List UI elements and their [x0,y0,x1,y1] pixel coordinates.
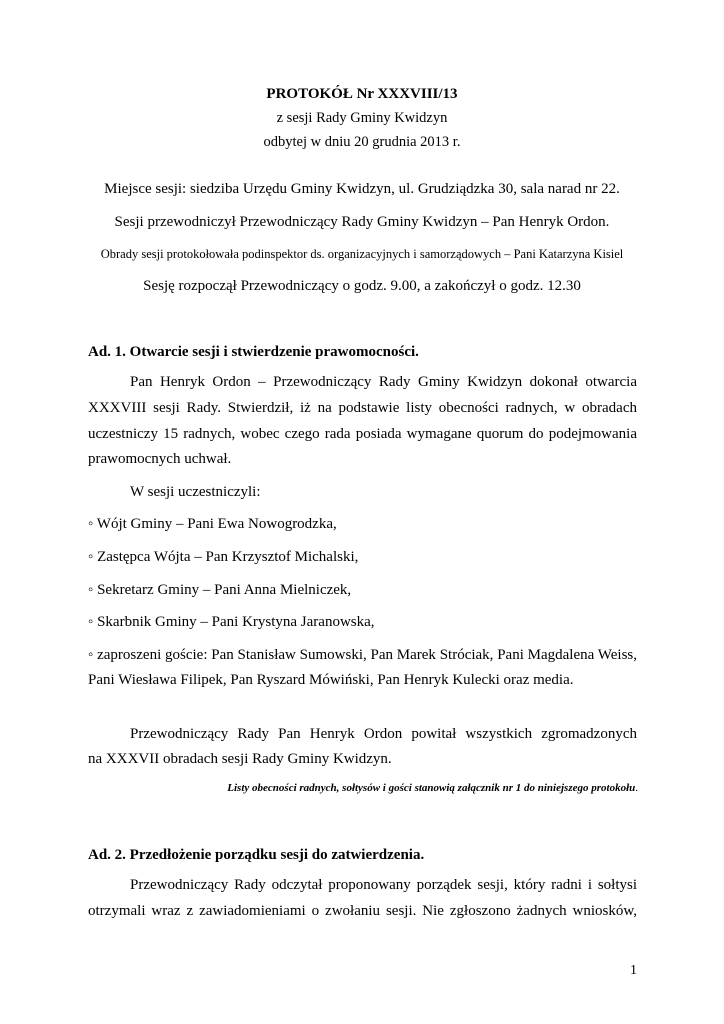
welcome-line: Przewodniczący Rady Pan Henryk Ordon powitał wszystkich zgromadzonych [130,726,637,742]
participant-item: ◦ Zastępca Wójta – Pan Krzysztof Michalski, [88,549,359,565]
attachment-note [227,782,638,794]
guests-line: Pani Wiesława Filipek, Pan Ryszard Mówiński, Pan Henryk Kulecki oraz media. [88,672,574,688]
attachment-note-text: Listy obecności radnych, sołtysów i gości stanowią załącznik nr 1 do niniejszego protokołu [227,782,636,794]
section-2-paragraph-line: otrzymali wraz z zawiadomieniami o zwołaniu sesji. Nie zgłoszono żadnych wniosków, [88,903,637,919]
page-number: 1 [630,963,637,978]
section-2-paragraph-line: Przewodniczący Rady odczytał proponowany porządek sesji, który radni i sołtysi [130,877,637,893]
section-1-paragraph-line: uczestniczy 15 radnych, wobec czego rada posiada wymagane quorum do podejmowania [88,426,637,442]
welcome-line: na XXXVII obradach sesji Rady Gminy Kwidzyn. [88,751,392,767]
section-1-paragraph-line: prawomocnych uchwał. [88,451,232,467]
document-subtitle: z sesji Rady Gminy Kwidzyn [276,110,448,126]
section-1-paragraph-line: XXXVIII sesji Rady. Stwierdził, iż na podstawie listy obecności radnych, w obradach [88,400,637,416]
session-place: Miejsce sesji: siedziba Urzędu Gminy Kwidzyn, ul. Grudziądzka 30, sala narad nr 22. [104,181,620,197]
guests-line: ◦ zaproszeni goście: Pan Stanisław Sumowski, Pan Marek Stróciak, Pani Magdalena Weiss, [88,647,637,663]
session-time: Sesję rozpoczął Przewodniczący o godz. 9.00, a zakończył o godz. 12.30 [143,278,581,294]
document-date: odbytej w dniu 20 grudnia 2013 r. [263,134,461,150]
section-1-paragraph-line: Pan Henryk Ordon – Przewodniczący Rady Gminy Kwidzyn dokonał otwarcia [130,374,637,390]
section-2-heading: Ad. 2. Przedłożenie porządku sesji do zatwierdzenia. [88,847,425,863]
participants-intro: W sesji uczestniczyli: [130,484,261,500]
section-1-heading: Ad. 1. Otwarcie sesji i stwierdzenie prawomocności. [88,344,419,360]
session-chair: Sesji przewodniczył Przewodniczący Rady Gminy Kwidzyn – Pan Henryk Ordon. [114,214,610,230]
participant-item: ◦ Wójt Gminy – Pani Ewa Nowogrodzka, [88,516,337,532]
participant-item: ◦ Sekretarz Gminy – Pani Anna Mielniczek, [88,582,352,598]
participant-item: ◦ Skarbnik Gminy – Pani Krystyna Jaranowska, [88,614,375,630]
document-title: PROTOKÓŁ Nr XXXVIII/13 [266,86,458,102]
attachment-note-period: . [635,782,638,794]
session-minutes-taker: Obrady sesji protokołowała podinspektor ds. organizacyjnych i samorządowych – Pani Katarzyna Kisiel [100,247,624,261]
